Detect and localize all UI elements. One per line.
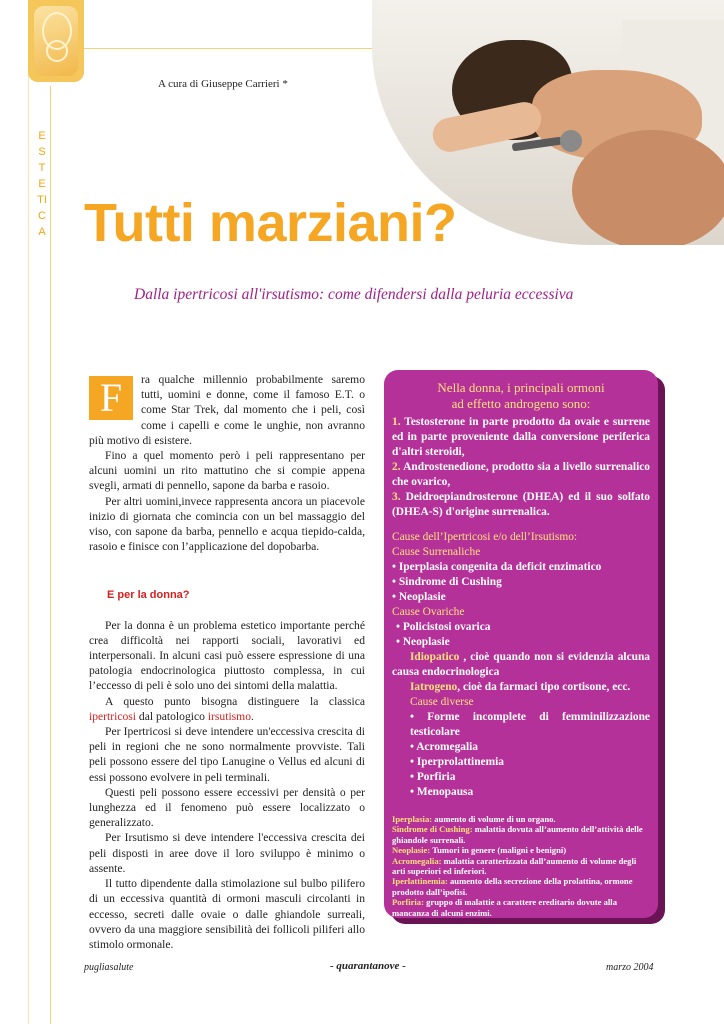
glossary-note	[392, 814, 650, 824]
footer-page-number: - quarantanove -	[330, 960, 406, 972]
cause-item: • Neoplasie	[396, 636, 450, 648]
paragraph-8: Per Irsutismo si deve intendere l'eccessiva crescita dei peli disposti in aree dove il loro sviluppo è minimo o assente.	[89, 831, 365, 875]
hormone-3	[392, 490, 650, 520]
page-title: Tutti marziani?	[84, 193, 457, 253]
glossary-notes	[392, 814, 650, 918]
footer-date: marzo 2004	[606, 962, 654, 973]
text: malattia caratterizzata dall’aumento di volume degli arti superiori ed inferiori.	[392, 855, 637, 877]
box-heading-line-1: Nella donna, i principali ormoni	[437, 380, 605, 395]
text: malattia dovuta all’aumento dell’attività delle ghiandole surrenali.	[392, 824, 643, 845]
term-ipertricosi: ipertricosi	[89, 709, 137, 723]
author-credit: A cura di Giuseppe Carrieri *	[158, 78, 288, 90]
cause-item: • Neoplasie	[392, 591, 446, 603]
paragraph-9: Il tutto dipendente dalla stimolazione sul bulbo pilifero di un eccessiva quantità di ormoni masculi circolanti in eccesso, secreti dalle ovaie o dalle ghiandole surreali, ovvero da una maggiore sensibilità dei follicoli piliferi allo stimolo ormonale.	[89, 877, 365, 951]
term: Iatrogeno	[410, 681, 458, 693]
paragraph-6: Per Ipertricosi si deve intendere un'eccessiva crescita di peli in regioni che ne sono normalmente provviste. Tali peli possono essere del tipo Lanugine o Vellus ed alcuni di essi possono evolvere in peli terminali.	[89, 725, 365, 784]
cause-iatrogeno	[392, 680, 650, 695]
box-heading	[392, 380, 650, 412]
face-profile-icon	[34, 6, 78, 76]
text: , cioè quando non si evidenzia alcuna causa endocrinologica	[392, 651, 650, 678]
article-body	[89, 372, 365, 952]
text: aumento di volume di un organo.	[432, 814, 556, 824]
glossary-note	[392, 856, 650, 877]
term: Sindrome di Cushing:	[392, 824, 473, 835]
num: 1.	[392, 416, 401, 428]
text-run: dal patologico	[136, 709, 208, 723]
paragraph-3: Per altri uomini,invece rappresenta ancora un piacevole inizio di giornata che comincia con un bel massaggio del viso, con sapone da barba, pennello e acqua tiepido-calda, rasoio e finisce con l’applicazione del dopobarba.	[89, 494, 365, 554]
margin-rule	[50, 86, 51, 1024]
paragraph-1: ra qualche millennio probabilmente saremo tutti, uomini e donne, come il famoso E.T. o come Star Trek, dal momento che i peli, così come i capelli e come le unghie, non avranno più motivo di esistere.	[89, 373, 365, 447]
cause-idiopatico	[392, 650, 650, 680]
term: Iperplasia:	[392, 814, 433, 824]
ovarian-title: Cause Ovariche	[392, 606, 465, 618]
hormone-2	[392, 460, 650, 490]
text: Deidroepiandrosterone (DHEA) ed il suo solfato (DHEA-S) d'origine surrenalica.	[392, 491, 650, 518]
box-heading-line-2: ad effetto androgeno sono:	[451, 396, 591, 411]
footer-publication: pugliasalute	[84, 962, 134, 973]
glossary-note	[392, 824, 650, 845]
paragraph-4: Per la donna è un problema estetico importante perché crea difficoltà nei rapporti sociali, lavorativi ed interpersonali. In alcuni casi può essere espressione di una patologia endocrinologica piuttosto complessa, in cui l’eccesso di peli è solo uno dei sintomi della malattia.	[89, 618, 365, 693]
paragraph-7: Questi peli possono essere eccessivi per densità o per lunghezza ed il fenomeno può essere localizzato o generalizzato.	[89, 785, 365, 830]
surrenal-title: Cause Surrenaliche	[392, 546, 481, 558]
page-subtitle: Dalla ipertricosi all'irsutismo: come difendersi dalla peluria eccessiva	[134, 286, 574, 303]
term: Neoplasie:	[392, 845, 431, 856]
cause-item: • Policistosi ovarica	[396, 621, 491, 633]
cause-item: • Menopausa	[410, 786, 474, 798]
diverse-title: Cause diverse	[410, 696, 474, 708]
page-edge-line	[28, 0, 29, 1024]
cause-item: • Iperprolattinemia	[410, 756, 504, 768]
text: , cioè da farmaci tipo cortisone, ecc.	[457, 681, 631, 693]
glossary-note	[392, 897, 650, 918]
causes-title: Cause dell’Ipertricosi e/o dell’Irsutismo:	[392, 531, 578, 543]
cause-item: • Sindrome di Cushing	[392, 576, 502, 588]
text: aumento della secrezione della prolattina, ormone prodotto dall’ipofisi.	[392, 876, 633, 897]
cause-item: • Porfiria	[410, 771, 456, 783]
text-run: .	[251, 709, 254, 723]
paragraph-2: Fino a quel momento però i peli rappresentano per alcuni uomini un rito mattutino che si compie appena svegli, armati di pennello, sapone da barba e rasoio.	[89, 449, 365, 493]
glossary-note	[392, 845, 650, 855]
paragraph-5	[89, 694, 365, 724]
glossary-note	[392, 876, 650, 897]
cause-item: • Forme incomplete di femminilizzazione testicolare	[410, 711, 650, 738]
num: 2.	[392, 461, 401, 473]
term: Idiopatico	[410, 651, 460, 663]
text-run: A questo punto bisogna distinguere la classica	[105, 694, 365, 708]
text: Tumori in genere (maligni e benigni)	[430, 845, 567, 856]
term: Porfiria:	[392, 897, 424, 908]
cause-item: • Iperplasia congenita da deficit enzimatico	[392, 561, 602, 573]
drop-cap: F	[89, 376, 133, 420]
term: Iperlattinemia:	[392, 876, 448, 887]
section-label: ESTETICA	[37, 130, 47, 238]
cause-item: • Acromegalia	[410, 741, 478, 753]
text: gruppo di malattie a carattere ereditario dovute alla mancanza di alcuni enzimi.	[392, 897, 617, 918]
term-irsutismo: irsutismo	[207, 709, 251, 723]
hormone-1	[392, 415, 650, 460]
header-rule	[84, 48, 376, 49]
text: Testosterone in parte prodotto da ovaie e surrene ed in parte proveniente dalla conversione periferica d'altri steroidi,	[392, 416, 650, 458]
term: Acromegalia:	[392, 855, 442, 866]
article-subhead: E per la donna?	[107, 589, 190, 602]
num: 3.	[392, 491, 401, 503]
info-box-content	[392, 380, 650, 918]
text: Androstenedione, prodotto sia a livello surrenalico che ovarico,	[392, 461, 650, 488]
